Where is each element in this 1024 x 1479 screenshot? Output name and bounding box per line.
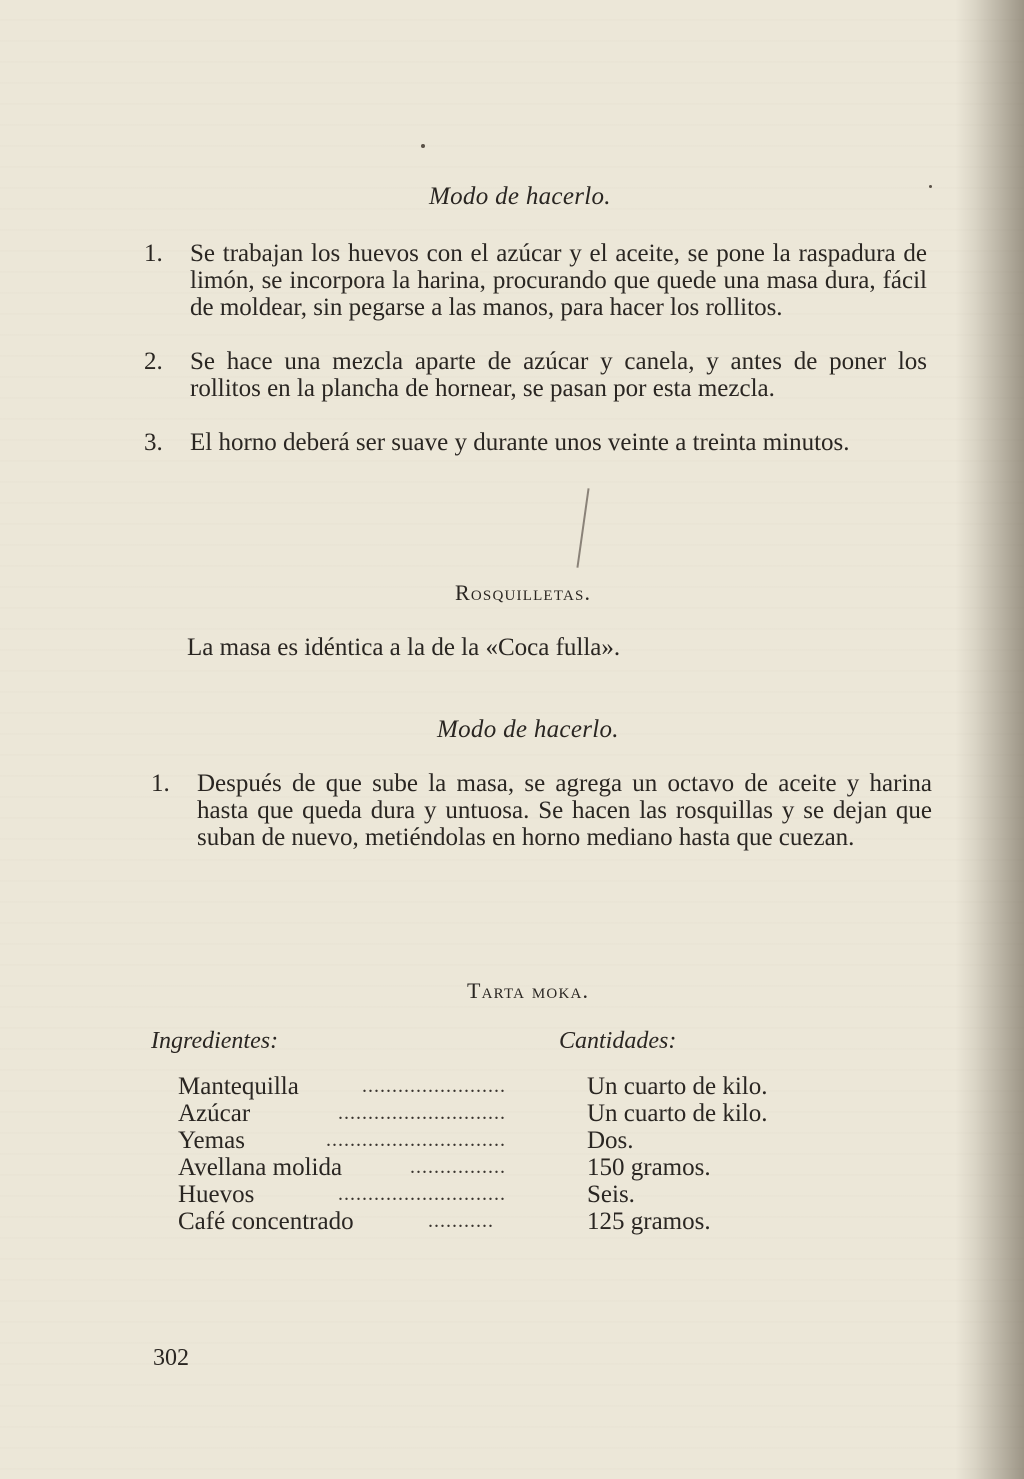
- step-number: 1.: [144, 240, 163, 267]
- leader-dots: ........................: [362, 1075, 506, 1097]
- method-step: [144, 240, 929, 350]
- ingredient-name: Yemas: [178, 1127, 245, 1154]
- ingredient-quantity: Un cuarto de kilo.: [587, 1073, 768, 1100]
- ingredient-row: [178, 1154, 918, 1181]
- quantities-header: Cantidades:: [559, 1028, 677, 1054]
- method-heading: Modo de hacerlo.: [429, 183, 611, 210]
- leader-dots: ............................: [338, 1102, 506, 1124]
- method-step: [144, 429, 929, 485]
- ingredient-row: [178, 1100, 918, 1127]
- ingredient-name: Mantequilla: [178, 1073, 299, 1100]
- ingredients-header: Ingredientes:: [151, 1028, 279, 1054]
- ingredient-quantity: Seis.: [587, 1181, 635, 1208]
- step-text: Se trabajan los huevos con el azúcar y el aceite, se pone la raspadura de limón, se incorpora la harina, procurando que quede una masa dura, fácil de moldear, sin pegarse a las manos, para hacer los rollitos.: [190, 240, 927, 321]
- step-number: 2.: [144, 348, 163, 375]
- method-step: [144, 348, 929, 430]
- ingredient-quantity: Un cuarto de kilo.: [587, 1100, 768, 1127]
- recipe-title: Rosquilletas.: [455, 580, 592, 605]
- ingredient-name: Azúcar: [178, 1100, 251, 1127]
- ingredient-name: Avellana molida: [178, 1154, 343, 1181]
- step-number: 1.: [151, 770, 170, 797]
- leader-dots: ..............................: [326, 1129, 506, 1151]
- page-number: 302: [153, 1345, 189, 1371]
- step-number: 3.: [144, 429, 163, 456]
- step-text: Después de que sube la masa, se agrega un octavo de aceite y harina hasta que queda dura y untuosa. Se hacen las rosquillas y se dejan que suban de nuevo, metiéndolas en horno mediano hasta que cuezan.: [197, 770, 932, 851]
- paper-speck: [421, 144, 425, 148]
- recipe-intro: La masa es idéntica a la de la «Coca fulla».: [187, 634, 621, 661]
- ingredient-quantity: 125 gramos.: [587, 1208, 711, 1235]
- ingredient-quantity: Dos.: [587, 1127, 634, 1154]
- step-text: Se hace una mezcla aparte de azúcar y canela, y antes de poner los rollitos en la plancha de hornear, se pasan por esta mezcla.: [190, 348, 927, 402]
- ingredient-name: Huevos: [178, 1181, 255, 1208]
- method-step: [151, 770, 932, 880]
- leader-dots: ............................: [338, 1183, 506, 1205]
- ingredient-name: Café concentrado: [178, 1208, 354, 1235]
- ingredient-row: [178, 1127, 918, 1154]
- leader-dots: ...........: [428, 1210, 494, 1232]
- ingredient-row: [178, 1208, 918, 1235]
- ingredient-row: [178, 1181, 918, 1208]
- leader-dots: ................: [410, 1156, 506, 1178]
- method-heading: Modo de hacerlo.: [437, 716, 619, 743]
- step-text: El horno deberá ser suave y durante unos veinte a treinta minutos.: [190, 429, 850, 456]
- ingredient-row: [178, 1073, 918, 1100]
- paper-speck: [929, 185, 932, 188]
- pencil-stroke: [576, 488, 589, 567]
- recipe-title: Tarta moka.: [467, 978, 590, 1003]
- ingredient-quantity: 150 gramos.: [587, 1154, 711, 1181]
